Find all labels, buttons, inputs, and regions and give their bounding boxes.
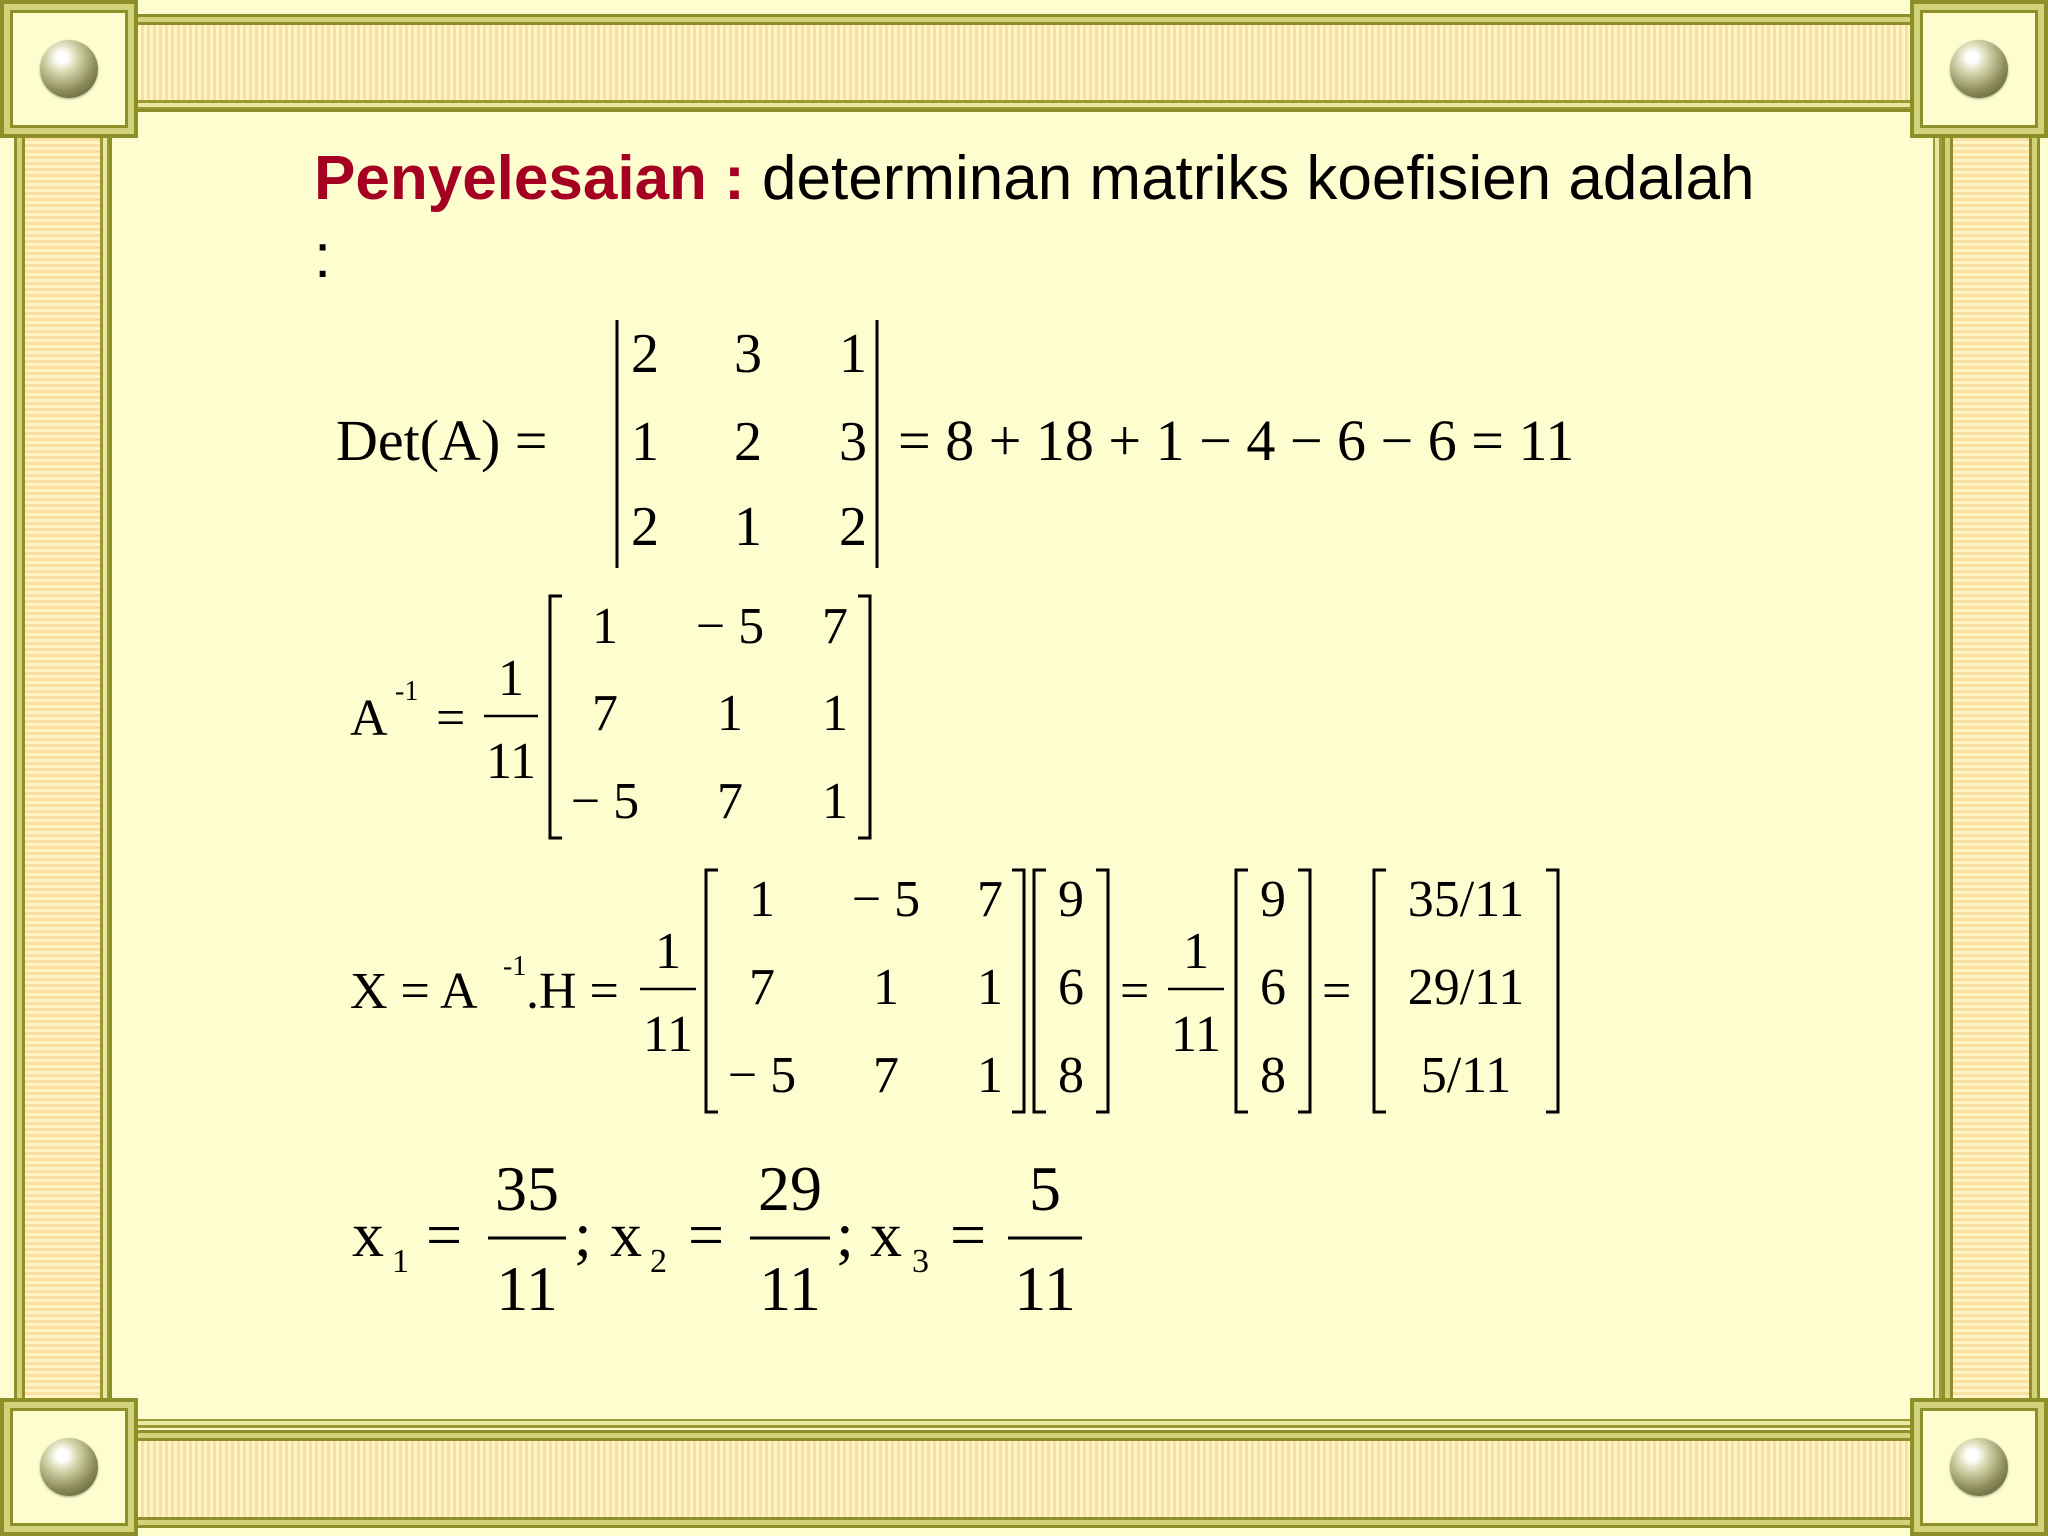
matrix-cell: − 5	[727, 1047, 797, 1104]
matrix-cell: 7	[822, 598, 848, 655]
matrix-cell: 2	[631, 323, 659, 385]
x2-var: x	[610, 1199, 642, 1270]
matrix-cell: 1	[734, 496, 762, 558]
matrix-cell: 1	[873, 959, 899, 1016]
matrix-cell: 7	[749, 959, 775, 1016]
x1-var: x	[352, 1199, 384, 1270]
x3-var: x	[870, 1199, 902, 1270]
heading-text: determinan matriks koefisien adalah :	[314, 144, 1755, 291]
solution-frac2-num: 1	[1183, 923, 1209, 980]
inverse-lhs-base: A	[350, 690, 388, 747]
x2-den: 11	[759, 1253, 821, 1324]
matrix-cell: 7	[977, 871, 1003, 928]
slide-heading	[314, 140, 1774, 296]
result-cell: 5/11	[1420, 1047, 1512, 1104]
solution-eq2: =	[1322, 963, 1352, 1020]
solution-frac-den: 11	[642, 1006, 694, 1063]
frame-corner-top-left	[0, 0, 138, 138]
x2-sub: 2	[650, 1243, 667, 1280]
matrix-cell: − 5	[695, 598, 765, 655]
matrix-cell: 1	[822, 773, 848, 830]
matrix-cell: 1	[749, 871, 775, 928]
x3-den: 11	[1014, 1253, 1076, 1324]
matrix-cell: 1	[717, 685, 743, 742]
result-cell: 35/11	[1407, 871, 1525, 928]
inverse-eq: =	[436, 690, 466, 747]
corner-knob-icon	[40, 40, 98, 98]
matrix-cell: 7	[873, 1047, 899, 1104]
frame-right-bar	[1942, 60, 2040, 1476]
x2-eq: =	[688, 1199, 725, 1270]
corner-knob-icon	[1950, 1438, 2008, 1496]
matrix-cell: 1	[977, 1047, 1003, 1104]
frame-top-bar	[60, 14, 1988, 112]
matrix-cell: − 5	[570, 773, 640, 830]
frame-bottom-bar	[60, 1430, 1988, 1528]
separator: ;	[574, 1199, 592, 1270]
x3-num: 5	[1029, 1153, 1061, 1224]
x1-den: 11	[496, 1253, 558, 1324]
solution-frac-num: 1	[655, 923, 681, 980]
det-lhs: Det(A) =	[336, 408, 548, 473]
vector-cell: 9	[1260, 871, 1286, 928]
matrix-cell: 1	[631, 411, 659, 473]
vector-cell: 9	[1058, 871, 1084, 928]
inverse-lhs-sup: -1	[395, 676, 419, 707]
x3-eq: =	[950, 1199, 987, 1270]
matrix-cell: 1	[839, 323, 867, 385]
x1-num: 35	[495, 1153, 559, 1224]
matrix-cell: 7	[592, 685, 618, 742]
vector-cell: 6	[1260, 959, 1286, 1016]
frame-corner-bottom-right	[1910, 1398, 2048, 1536]
matrix-cell: 2	[631, 496, 659, 558]
x3-sub: 3	[912, 1243, 929, 1280]
frame-corner-top-right	[1910, 0, 2048, 138]
x1-eq: =	[426, 1199, 463, 1270]
solution-frac2-den: 11	[1170, 1006, 1222, 1063]
matrix-cell: − 5	[851, 871, 921, 928]
result-cell: 29/11	[1407, 959, 1525, 1016]
det-rhs: = 8 + 18 + 1 − 4 − 6 − 6 = 11	[898, 408, 1575, 473]
heading-label: Penyelesaian :	[314, 144, 745, 213]
solution-lhs-a: X = A	[350, 963, 478, 1020]
vector-cell: 8	[1058, 1047, 1084, 1104]
matrix-cell: 2	[734, 411, 762, 473]
frame-inner-border	[100, 100, 1942, 1428]
matrix-cell: 7	[717, 773, 743, 830]
matrix-cell: 1	[977, 959, 1003, 1016]
inverse-frac-num: 1	[498, 650, 524, 707]
x2-num: 29	[758, 1153, 822, 1224]
matrix-cell: 3	[839, 411, 867, 473]
matrix-cell: 1	[822, 685, 848, 742]
frame-corner-bottom-left	[0, 1398, 138, 1536]
x1-sub: 1	[392, 1243, 409, 1280]
corner-knob-icon	[40, 1438, 98, 1496]
solution-lhs-sup: -1	[503, 951, 527, 982]
frame-left-bar	[14, 60, 112, 1476]
corner-knob-icon	[1950, 40, 2008, 98]
separator: ;	[836, 1199, 854, 1270]
matrix-cell: 2	[839, 496, 867, 558]
solution-eq1: =	[1120, 963, 1150, 1020]
matrix-cell: 3	[734, 323, 762, 385]
vector-cell: 8	[1260, 1047, 1286, 1104]
inverse-frac-den: 11	[485, 733, 537, 790]
matrix-cell: 1	[592, 598, 618, 655]
solution-lhs-b: .H =	[526, 963, 619, 1020]
vector-cell: 6	[1058, 959, 1084, 1016]
